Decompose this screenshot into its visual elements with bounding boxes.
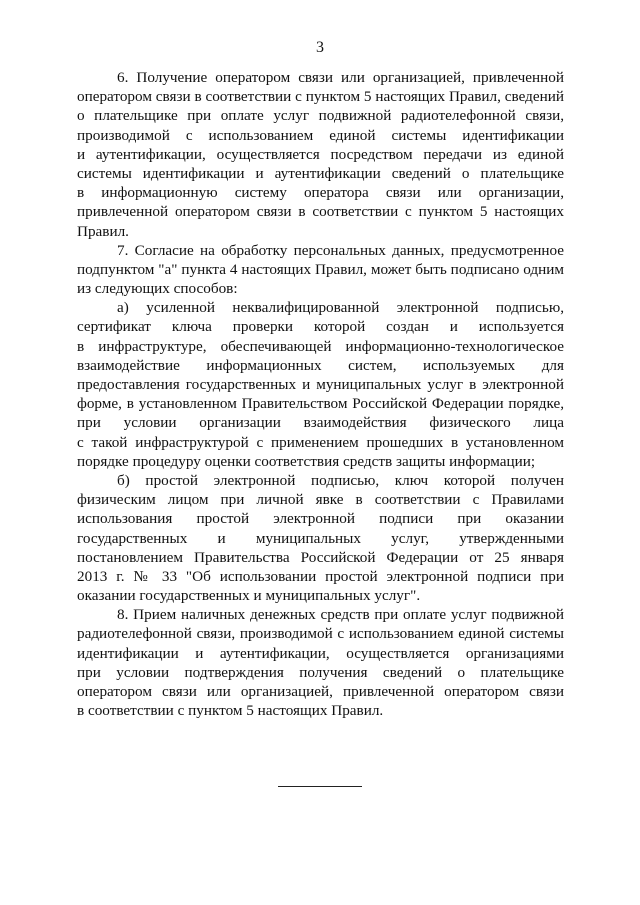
paragraph-first-line: 6. Получение оператором связи или организацией, привлеченной	[117, 69, 564, 86]
end-of-document-rule	[278, 786, 362, 787]
text-line: идентификации и аутентификации, осуществляется организациями	[77, 644, 564, 662]
text-line: оператором связи в соответствии с пунктом 5 настоящих Правил, сведений	[77, 88, 564, 106]
text-line: привлеченной оператором связи в соответствии с пунктом 5 настоящих	[77, 203, 564, 221]
text-line: и аутентификации, осуществляется посредством передачи из единой	[77, 145, 564, 163]
paragraph-first-line: а) усиленной неквалифицированной электронной подписью,	[117, 299, 564, 317]
text-line: производимой с использованием единой системы идентификации	[77, 126, 564, 144]
text-line: системы идентификации и аутентификации сведений о плательщике	[77, 164, 564, 182]
text-line: порядке процедуру оценки соответствия средств защиты информации;	[77, 452, 536, 470]
text-line: радиотелефонной связи, производимой с использованием единой системы	[77, 625, 564, 643]
text-line: из следующих способов:	[77, 280, 238, 298]
text-line: о плательщике при оплате услуг подвижной радиотелефонной связи,	[77, 107, 564, 125]
text-line: физическим лицом при личной явке в соответствии с Правилами	[77, 491, 564, 509]
text-line: Правил.	[77, 222, 129, 240]
text-line: в соответствии с пунктом 5 настоящих Правил.	[77, 702, 384, 720]
text-line: государственных и муниципальных услуг, утвержденными	[77, 529, 564, 547]
text-line: сертификат ключа проверки которой создан и используется	[77, 318, 564, 336]
text-line: форме, в установленном Правительством Российской Федерации порядке,	[77, 395, 564, 413]
text-line: оператором связи или организацией, привлеченной оператором связи	[77, 683, 564, 700]
document-body	[77, 68, 564, 720]
paragraph-first-line: б) простой электронной подписью, ключ которой получен	[117, 471, 564, 489]
text-line: 2013 г. № 33 "Об использовании простой электронной подписи при	[77, 567, 564, 585]
text-line: в инфраструктуре, обеспечивающей информационно-технологическое	[77, 337, 564, 355]
text-line: при условии подтверждения получения сведений о плательщике	[77, 663, 564, 681]
text-line: взаимодействие информационных систем, используемых для	[77, 356, 564, 374]
text-line: использования простой электронной подписи при оказании	[77, 510, 564, 528]
text-line: предоставления государственных и муниципальных услуг в электронной	[77, 376, 564, 393]
paragraph-first-line: 8. Прием наличных денежных средств при оплате услуг подвижной	[117, 606, 564, 624]
text-line: при условии организации взаимодействия физического лица	[77, 414, 564, 432]
text-line: с такой инфраструктурой с применением прошедших в установленном	[77, 433, 564, 451]
paragraph-first-line: 7. Согласие на обработку персональных данных, предусмотренное	[117, 241, 564, 259]
text-line: подпунктом "а" пункта 4 настоящих Правил, может быть подписано одним	[77, 260, 564, 278]
text-line: в информационную систему оператора связи или организации,	[77, 184, 564, 202]
text-line: постановлением Правительства Российской Федерации от 25 января	[77, 548, 564, 566]
text-line: оказании государственных и муниципальных услуг".	[77, 587, 421, 605]
page-number: 3	[316, 39, 324, 56]
